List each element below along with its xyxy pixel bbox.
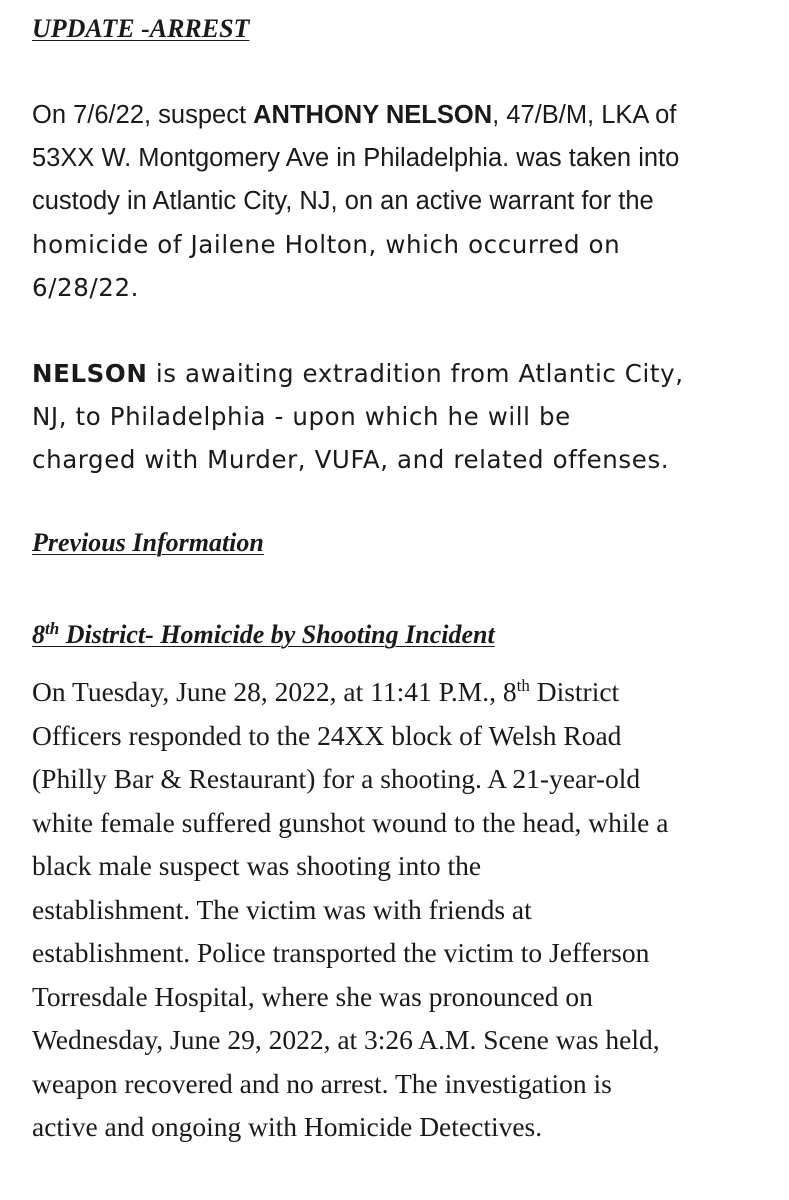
extradition-line-1-post: is awaiting extradition from Atlantic City, — [147, 359, 684, 388]
incident-line-7: establishment. Police transported the victim to Jefferson — [32, 937, 650, 968]
incident-line-2: Officers responded to the 24XX block of Welsh Road — [32, 719, 622, 751]
update-line-1 — [32, 94, 772, 137]
update-arrest-heading: UPDATE -ARREST — [32, 14, 250, 43]
district-number: 8 — [32, 620, 45, 649]
district-ordinal: th — [45, 619, 60, 638]
incident-line-1-pre: On Tuesday, June 28, 2022, at 11:41 P.M., 8 — [32, 676, 517, 707]
incident-line-11: active and ongoing with Homicide Detectives. — [32, 1111, 543, 1142]
incident-line-1 — [32, 670, 772, 714]
extradition-paragraph — [32, 352, 772, 481]
incident-line-3: (Philly Bar & Restaurant) for a shooting. A 21-year-old — [32, 763, 641, 794]
suspect-name: ANTHONY NELSON — [253, 101, 493, 129]
incident-line-10: weapon recovered and no arrest. The investigation is — [32, 1067, 612, 1099]
update-line-1-pre: On 7/6/22, suspect — [32, 101, 254, 129]
update-line-3: custody in Atlantic City, NJ, on an active warrant for the — [32, 187, 654, 215]
incident-line-6: establishment. The victim was with friends at — [32, 893, 532, 925]
suspect-surname: NELSON — [32, 359, 148, 388]
incident-ordinal: th — [516, 676, 530, 695]
incident-line-1-post: District — [529, 676, 620, 707]
incident-line-9: Wednesday, June 29, 2022, at 3:26 A.M. Scene was held, — [32, 1024, 660, 1055]
district-incident-heading — [32, 620, 495, 650]
incident-line-8: Torresdale Hospital, where she was pronounced on — [32, 980, 593, 1012]
district-heading-rest: District- Homicide by Shooting Incident — [59, 620, 495, 649]
incident-line-4: white female suffered gunshot wound to the head, while a — [32, 806, 669, 838]
incident-line-5: black male suspect was shooting into the — [32, 850, 482, 881]
update-paragraph — [32, 94, 772, 309]
update-line-2: 53XX W. Montgomery Ave in Philadelphia. was taken into — [32, 144, 680, 172]
update-line-5: 6/28/22. — [32, 273, 140, 302]
extradition-line-1 — [32, 352, 772, 395]
incident-paragraph — [32, 670, 772, 1149]
update-line-1-post: , 47/B/M, LKA of — [492, 101, 677, 129]
previous-information-heading: Previous Information — [32, 528, 264, 557]
extradition-line-3: charged with Murder, VUFA, and related offenses. — [32, 445, 670, 474]
extradition-line-2: NJ, to Philadelphia - upon which he will be — [32, 402, 571, 431]
update-line-4: homicide of Jailene Holton, which occurred on — [32, 230, 621, 259]
